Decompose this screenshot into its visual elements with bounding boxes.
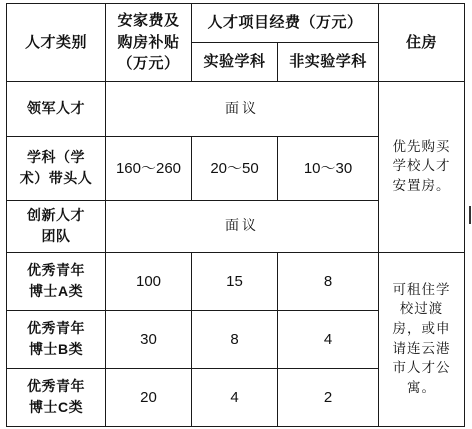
header-housing-subsidy	[106, 4, 192, 82]
row-label-part: 博士	[28, 400, 58, 416]
row-label-suffix: 类	[68, 342, 84, 358]
talent-policy-table	[6, 3, 465, 427]
row-label-doctor-b	[7, 311, 106, 369]
table-row	[7, 82, 465, 137]
header-talent-type	[7, 4, 106, 82]
row-label-category: A	[57, 283, 69, 299]
housing-note-line: 校过渡	[399, 301, 444, 318]
row-label-leading	[7, 82, 106, 137]
row-label-part: 博士	[28, 284, 58, 300]
header-non-experimental-text: 非实验学科	[289, 52, 367, 71]
row-label-line: 创新人才	[27, 208, 85, 225]
experimental-value: 4	[192, 369, 278, 427]
row-label-line	[7, 339, 105, 360]
row-label-line	[7, 281, 105, 302]
row-label-line	[7, 397, 105, 418]
header-experimental-text: 实验学科	[203, 52, 266, 71]
scrollbar-marker[interactable]	[469, 206, 471, 224]
row-label-line: 优秀青年	[27, 378, 85, 395]
row-label-doctor-c	[7, 369, 106, 427]
housing-note-line: 寓。	[407, 379, 437, 396]
non-experimental-value: 4	[278, 311, 379, 369]
table-row	[7, 253, 465, 311]
row-label-part: 博士	[28, 342, 58, 358]
subsidy-value: 160～260	[106, 137, 192, 201]
negotiable-cell-leading	[106, 82, 379, 137]
row-label-line: 优秀青年	[27, 262, 85, 279]
row-label-line: 术）带头人	[19, 170, 93, 187]
header-row-1	[7, 4, 465, 43]
subsidy-value: 30	[106, 311, 192, 369]
row-label-line: 优秀青年	[27, 320, 85, 337]
housing-note-line: 优先购买	[392, 138, 451, 155]
experimental-value: 15	[192, 253, 278, 311]
non-experimental-value: 2	[278, 369, 379, 427]
housing-note-line: 请连云港	[392, 340, 451, 357]
subsidy-value: 20	[106, 369, 192, 427]
experimental-value: 20～50	[192, 137, 278, 201]
housing-note-line: 安置房。	[392, 177, 451, 194]
header-housing-subsidy-line-1: 安家费及	[117, 10, 180, 29]
non-experimental-value: 10～30	[278, 137, 379, 201]
housing-note-line: 房，或申	[392, 320, 451, 337]
row-label-innovation-team	[7, 201, 106, 253]
header-non-experimental	[278, 43, 379, 82]
row-label-category: B	[57, 341, 69, 357]
negotiable-cell-innovation-team	[106, 201, 379, 253]
non-experimental-value: 8	[278, 253, 379, 311]
housing-note-line: 学校人才	[392, 158, 451, 175]
row-label-suffix: 类	[68, 284, 84, 300]
housing-note-top	[379, 82, 465, 253]
header-housing-subsidy-line-2: 购房补贴	[117, 32, 180, 51]
row-label-discipline-leader	[7, 137, 106, 201]
header-housing	[379, 4, 465, 82]
row-label-line: 学科（学	[27, 150, 85, 167]
row-label-line: 领军人才	[27, 100, 85, 117]
row-label-suffix: 类	[68, 400, 84, 416]
row-label-category: C	[57, 399, 69, 415]
header-housing-text: 住房	[406, 32, 438, 51]
experimental-value: 8	[192, 311, 278, 369]
header-talent-type-text: 人才类别	[24, 32, 87, 51]
row-label-line: 团队	[41, 228, 71, 245]
subsidy-value: 100	[106, 253, 192, 311]
housing-note-bottom	[379, 253, 465, 427]
housing-note-line: 市人才公	[392, 360, 451, 377]
row-label-doctor-a	[7, 253, 106, 311]
negotiable-text: 面议	[225, 100, 259, 117]
header-housing-subsidy-line-3: （万元）	[117, 54, 180, 73]
header-project-funds	[192, 4, 379, 43]
header-experimental	[192, 43, 278, 82]
header-project-funds-text: 人才项目经费（万元）	[207, 13, 363, 32]
housing-note-line: 可租住学	[392, 281, 451, 298]
negotiable-text: 面议	[225, 218, 259, 235]
